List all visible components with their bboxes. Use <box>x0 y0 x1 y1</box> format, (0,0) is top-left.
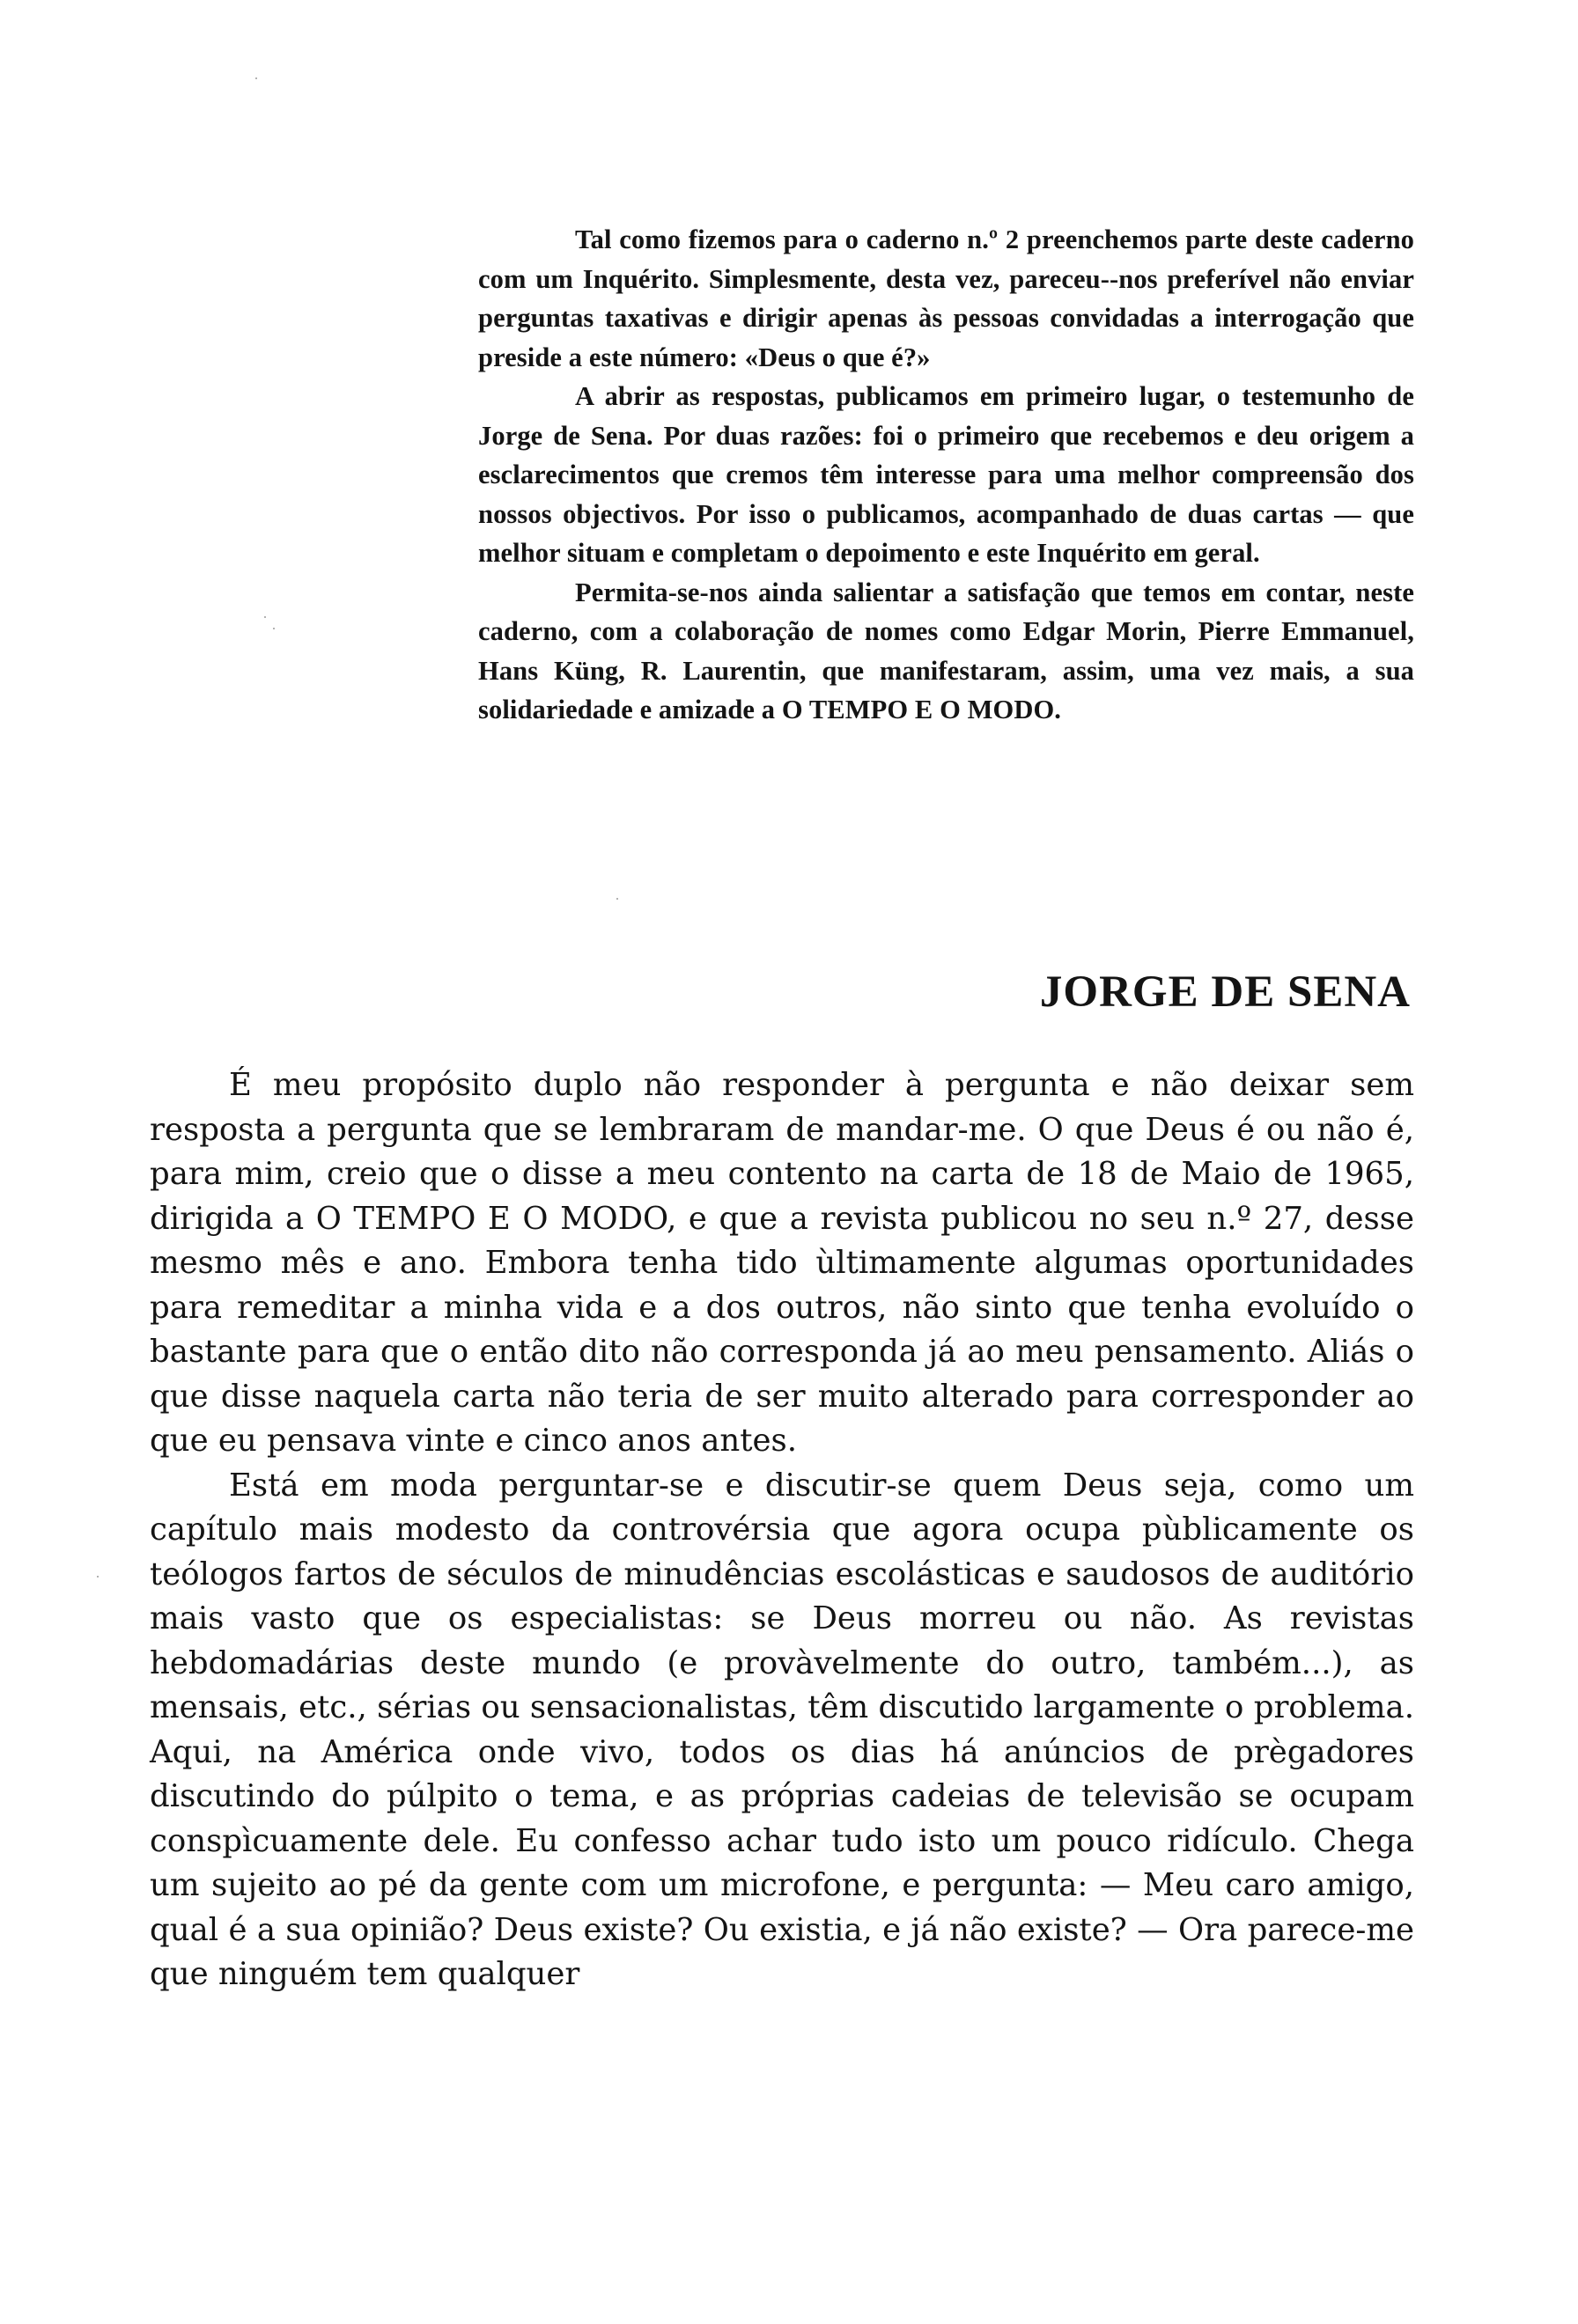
body-paragraph-1: É meu propósito duplo não responder à pergunta e não deixar sem resposta a pergunta que se lembraram de mandar-me. O que Deus é ou não é, para mim, creio que o disse a meu contento na carta de 18 de Maio de 1965, dirigida a O TEMPO E O MODO, e que a revista publicou no seu n.º 27, desse mesmo mês e ano. Embora tenha tido ùltimamente algumas oportunidades para remeditar a minha vida e a dos outros, não sinto que tenha evoluído o bastante para que o então dito não corresponda já ao meu pensamento. Aliás o que disse naquela carta não teria de ser muito alterado para corresponder ao que eu pensava vinte e cinco anos antes. <box>150 1067 1414 1459</box>
body-paragraph-2: Está em moda perguntar-se e discutir-se quem Deus seja, como um capítulo mais modesto da controvérsia que agora ocupa pùblicamente os teólogos fartos de séculos de minudências escolásticas e saudosos de auditório mais vasto que os especialistas: se Deus morreu ou não. As revistas hebdomadárias deste mundo (e provàvelmente do outro, também...), as mensais, etc., sérias ou sensacionalistas, têm discutido largamente o problema. Aqui, na América onde vivo, todos os dias há anúncios de prègadores discutindo do púlpito o tema, e as próprias cadeias de televisão se ocupam conspìcuamente dele. Eu confesso achar tudo isto um pouco ridículo. Chega um sujeito ao pé da gente com um microfone, e pergunta: — Meu caro amigo, qual é a sua opinião? Deus existe? Ou existia, e já não existe? — Ora parece-me que ninguém tem qualquer <box>150 1467 1414 1992</box>
scan-speck <box>264 616 266 618</box>
intro-paragraph-2: A abrir as respostas, publicamos em primeiro lugar, o testemunho de Jorge de Sena. Por duas razões: foi o primeiro que recebemos e deu origem a esclarecimentos que cremos têm interesse para uma melhor compreensão dos nossos objectivos. Por isso o publicamos, acompanhado de duas cartas — que melhor situam e completam o depoimento e este Inquérito em geral. <box>478 381 1414 568</box>
scan-speck <box>616 898 618 900</box>
intro-paragraph-3: Permita-se-nos ainda salientar a satisfação que temos em contar, neste caderno, com a colaboração de nomes como Edgar Morin, Pierre Emmanuel, Hans Küng, R. Laurentin, que manifestaram, assim, uma vez mais, a sua solidariedade e amizade a O TEMPO E O MODO. <box>478 577 1414 724</box>
editorial-intro <box>478 220 1414 730</box>
article-body <box>150 1063 1414 1997</box>
scan-speck <box>273 628 275 629</box>
intro-paragraph-1: Tal como fizemos para o caderno n.º 2 preenchemos parte deste caderno com um Inquérito. Simplesmente, desta vez, pareceu--nos preferível não enviar perguntas taxativas e dirigir apenas às pessoas convidadas a interrogação que preside a este número: «Deus o que é?» <box>478 224 1414 372</box>
scan-speck <box>255 77 257 79</box>
author-heading: JORGE DE SENA <box>1039 967 1411 1017</box>
scan-speck <box>97 1576 99 1578</box>
